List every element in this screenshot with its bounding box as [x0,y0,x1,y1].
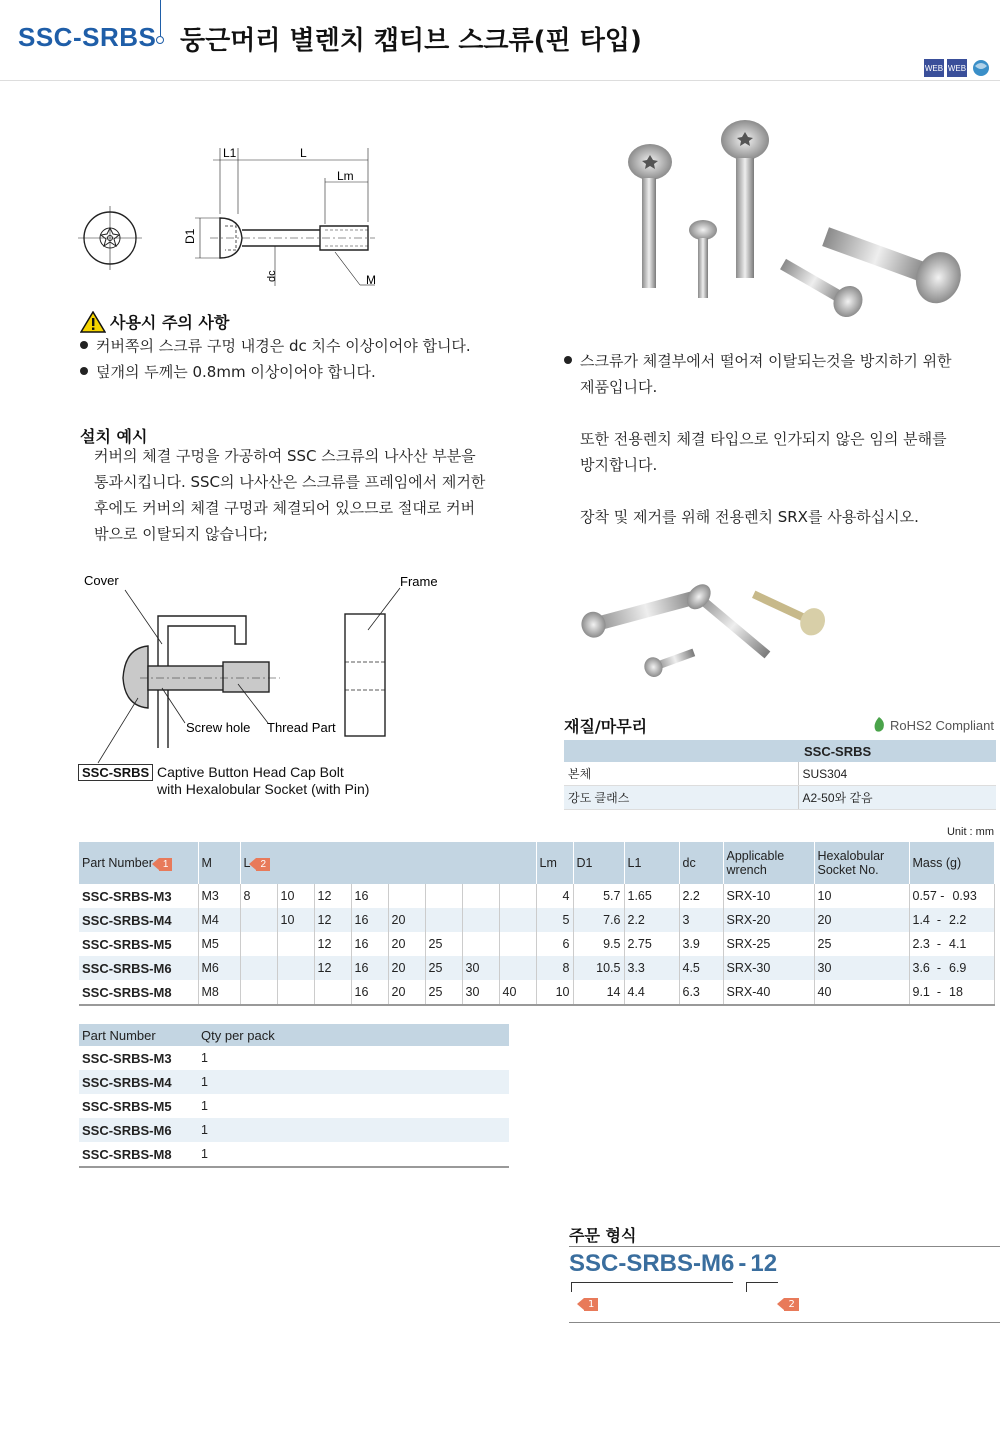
series-code: SSC-SRBS [18,22,157,52]
table-cell: M6 [198,956,240,980]
material-title: 재질/마무리 [564,717,648,736]
table-row [79,956,995,980]
col-l1: L1 [624,842,679,884]
table-cell: 25 [425,956,462,980]
dimension-drawing [70,140,400,300]
order-tag-1: 1 [584,1298,598,1311]
table-cell: 10 [277,908,314,932]
table-cell: 2.2 [624,908,679,932]
globe-icon[interactable] [970,58,992,78]
tag-2: 2 [256,858,270,871]
table-cell: SSC-SRBS-M4 [79,908,198,932]
order-underline-2 [746,1282,778,1283]
col-d1: D1 [573,842,624,884]
mass-cell: 9.1 - 18 [909,980,995,1005]
col-part-number: Part Number 1 [79,842,198,884]
table-cell: SRX-40 [723,980,814,1005]
table-row [79,1046,509,1070]
table-cell: 20 [388,908,425,932]
table-cell: 12 [314,956,351,980]
mat-head-blank [564,740,798,762]
table-cell: 30 [814,956,909,980]
spec-table [79,842,995,1006]
order-rule-bottom [569,1322,1000,1323]
web-icon[interactable]: WEB [947,59,967,77]
table-cell: SSC-SRBS-M6 [79,1118,198,1142]
qty-col-part: Part Number [79,1024,198,1046]
table-cell [277,980,314,1005]
table-cell [462,908,499,932]
mat-val: SUS304 [798,762,996,786]
table-cell: 16 [351,956,388,980]
table-cell: 8 [240,884,277,908]
table-cell: 16 [351,980,388,1005]
header-dot [156,36,164,44]
mass-cell: 0.57 - 0.93 [909,884,995,908]
table-cell [425,908,462,932]
dim-d1: D1 [183,228,197,244]
table-cell: 25 [814,932,909,956]
leaf-icon [872,716,886,734]
table-cell: 8 [536,956,573,980]
table-row [79,884,995,908]
table-cell [425,884,462,908]
table-cell: 14 [573,980,624,1005]
table-cell: SRX-10 [723,884,814,908]
table-cell: 4 [536,884,573,908]
table-cell: SSC-SRBS-M8 [79,980,198,1005]
table-cell [462,884,499,908]
table-cell: 30 [462,980,499,1005]
table-cell: SSC-SRBS-M4 [79,1070,198,1094]
col-dc: dc [679,842,723,884]
table-cell [499,932,536,956]
cover-label: Cover [84,573,119,588]
table-cell: 2.2 [679,884,723,908]
caution-item: 덮개의 두께는 0.8mm 이상이어야 합니다. [80,359,471,385]
col-l: L 2 [240,842,536,884]
table-cell: SSC-SRBS-M6 [79,956,198,980]
dim-l1: L1 [223,146,237,160]
mass-cell: 2.3 - 4.1 [909,932,995,956]
mat-head: SSC-SRBS [798,740,996,762]
table-cell: 10.5 [573,956,624,980]
table-cell [277,932,314,956]
table-row [79,908,995,932]
table-cell: 5.7 [573,884,624,908]
table-cell: 20 [388,956,425,980]
table-cell [240,908,277,932]
table-cell: 1 [201,1051,208,1065]
table-cell: 10 [277,884,314,908]
table-cell [240,932,277,956]
unit-label: Unit : mm [946,826,994,838]
product-photo [610,120,980,340]
order-underline-1 [571,1282,733,1283]
table-cell: 4.4 [624,980,679,1005]
col-mass: Mass (g) [909,842,995,884]
table-cell: 4.5 [679,956,723,980]
table-cell: 30 [462,956,499,980]
table-cell: 20 [814,908,909,932]
table-cell [499,956,536,980]
table-cell [388,884,425,908]
table-cell: 25 [425,932,462,956]
table-cell: SSC-SRBS-M5 [82,1098,172,1114]
order-tag-2: 2 [784,1298,798,1311]
dim-dc: dc [266,270,278,282]
table-row [79,1094,509,1118]
table-row [79,1118,509,1142]
table-cell: SRX-30 [723,956,814,980]
table-cell: 20 [388,932,425,956]
table-cell: SSC-SRBS-M5 [79,932,198,956]
diagram-caption-1: Captive Button Head Cap Bolt [157,764,344,780]
table-cell: 1 [201,1099,208,1113]
table-cell [240,980,277,1005]
table-cell: 10 [536,980,573,1005]
order-code: SSC-SRBS-M6 - 12 [569,1250,778,1277]
table-cell: 1 [198,1142,509,1167]
mat-key: 본체 [564,762,798,786]
header-rule [0,80,1000,81]
col-m: M [198,842,240,884]
table-cell [277,956,314,980]
table-cell: 40 [814,980,909,1005]
caution-section [80,310,471,385]
table-cell: SSC-SRBS-M3 [79,884,198,908]
table-cell: 16 [351,908,388,932]
table-cell [314,980,351,1005]
table-cell: 12 [314,884,351,908]
table-cell: 12 [314,908,351,932]
table-row [79,1142,509,1167]
dim-m: M [366,273,376,287]
table-cell: M3 [198,884,240,908]
order-title: 주문 형식 [569,1226,637,1245]
table-cell: 5 [536,908,573,932]
table-cell: 6 [536,932,573,956]
table-cell: SSC-SRBS-M3 [82,1050,172,1066]
qty-col-qty: Qty per pack [198,1024,509,1046]
table-cell: 1.65 [624,884,679,908]
thread-part-label: Thread Part [267,720,336,735]
install-title: 설치 예시 [80,427,148,446]
table-row [79,1070,509,1094]
table-cell [499,884,536,908]
description: 스크류가 체결부에서 떨어져 이탈되는것을 방지하기 위한 제품입니다. 또한 전용렌치 체결 타입으로 인가되지 않은 임의 분해를 방지합니다. 장착 및 제거를 위해 전용렌치 SRX를 사용하십시오. [564,348,984,530]
col-lm: Lm [536,842,573,884]
table-cell: SRX-25 [723,932,814,956]
table-cell: M4 [198,908,240,932]
qty-table [79,1024,509,1168]
code-box: SSC-SRBS [78,764,153,781]
dim-lm: Lm [337,169,354,183]
table-cell: 7.6 [573,908,624,932]
mass-cell: 1.4 - 2.2 [909,908,995,932]
table-cell: 16 [351,932,388,956]
table-cell: 1 [198,1118,509,1142]
caution-item: 커버쪽의 스크류 구멍 내경은 dc 치수 이상이어야 합니다. [80,333,471,359]
mat-key: 강도 클래스 [564,786,798,810]
tag-1: 1 [159,858,173,871]
table-cell: 10 [814,884,909,908]
table-cell: M8 [198,980,240,1005]
diagram-caption-2: with Hexalobular Socket (with Pin) [157,781,370,797]
dim-l: L [300,146,307,160]
table-cell [240,956,277,980]
table-cell: 2.75 [624,932,679,956]
table-row [79,980,995,1005]
table-cell: 40 [499,980,536,1005]
col-socket: Hexalobular Socket No. [814,842,909,884]
front-view [78,206,142,270]
table-cell: 9.5 [573,932,624,956]
material-table [564,740,996,810]
mat-val: A2-50와 같음 [798,786,996,810]
web-icons [924,58,992,78]
table-cell: SSC-SRBS-M8 [79,1142,198,1167]
table-cell: 3 [679,908,723,932]
header-divider [160,0,161,36]
rohs-badge: RoHS2 Compliant [872,716,994,734]
mass-cell: 3.6 - 6.9 [909,956,995,980]
warning-icon [80,311,106,333]
page-title: 둥근머리 별렌치 캡티브 스크류(핀 타입) [180,26,642,56]
table-cell [462,932,499,956]
frame-label: Frame [400,574,438,589]
col-wrench: Applicable wrench [723,842,814,884]
table-cell: 20 [388,980,425,1005]
table-cell: SRX-20 [723,908,814,932]
web-icon[interactable]: WEB [924,59,944,77]
table-cell: 25 [425,980,462,1005]
table-cell: 12 [314,932,351,956]
table-cell: 16 [351,884,388,908]
table-cell: 3.9 [679,932,723,956]
caution-title: 사용시 주의 사항 [110,313,230,332]
order-rule-top [569,1246,1000,1247]
table-cell: 6.3 [679,980,723,1005]
install-text: 커버의 체결 구멍을 가공하여 SSC 스크류의 나사산 부분을 통과시킵니다. SSC의 나사산은 스크류를 프레임에서 제거한 후에도 커버의 체결 구멍과 체결되어 있으므로 절대로 커버 밖으로 이탈되지 않습니다; [94,447,486,543]
table-cell: 1 [198,1070,509,1094]
product-photo-2 [560,565,840,685]
screw-hole-label: Screw hole [186,720,251,735]
table-cell: 3.3 [624,956,679,980]
table-row [79,932,995,956]
table-cell [499,908,536,932]
table-cell: M5 [198,932,240,956]
